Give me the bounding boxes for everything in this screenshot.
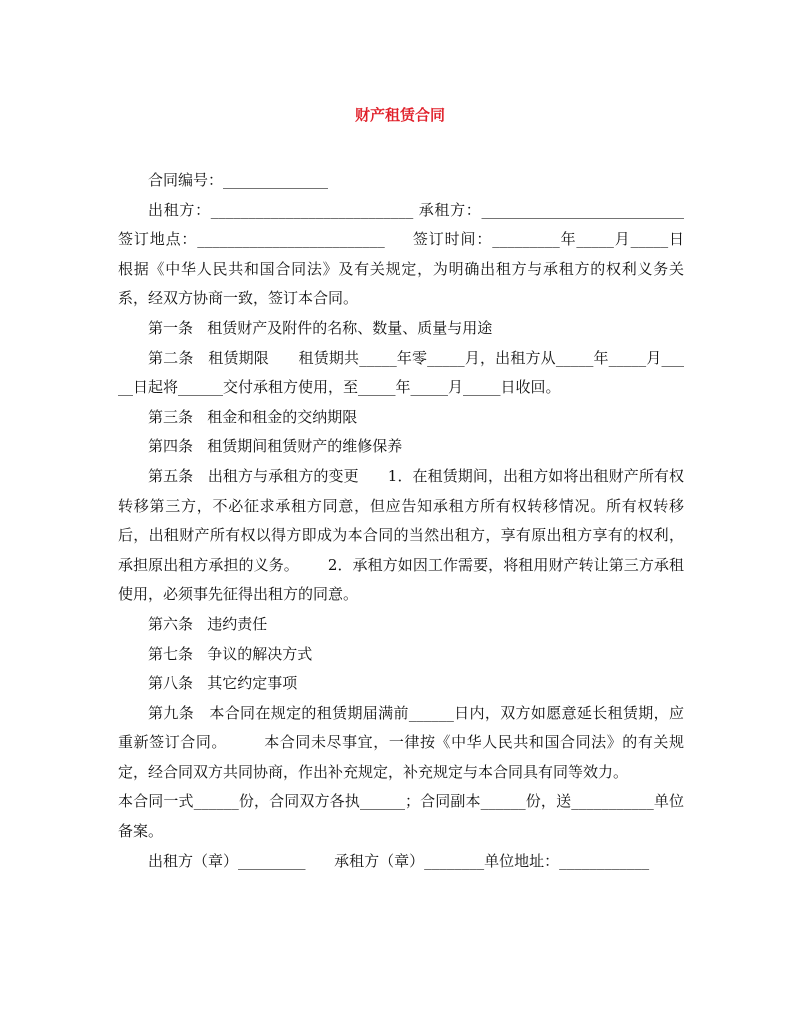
paragraph-9: 第七条 争议的解决方式 (148, 644, 313, 663)
paragraph-11: 第九条 本合同在规定的租赁期届满前______日内，双方如愿意延长租赁期，应重新签订合同。 本合同未尽事宜，一律按《中华人民共和国合同法》的有关规定，经合同双方共同协商，作出补充规定，补充规定与本合同具有同等效力。 (118, 703, 684, 781)
paragraph-8: 第六条 违约责任 (148, 614, 268, 633)
paragraph-4: 第二条 租赁期限 租赁期共_____年零_____月，出租方从_____年_____月_____日起将______交付承租方使用，至_____年_____月_____日收回。 (118, 348, 684, 397)
document-title: 财产租赁合同 (354, 106, 445, 124)
paragraph-3: 第一条 租赁财产及附件的名称、数量、质量与用途 (148, 318, 493, 337)
paragraph-12: 本合同一式______份，合同双方各执______；合同副本______份，送___________单位备案。 (118, 792, 684, 841)
paragraph-2: 出租方：___________________________ 承租方：___________________________ 签订地点：_________________________ 签订时间：_________年_____月_____日 根据《中华人民共和国合同法》及有关规定，为明确出租方与承租方的权利义务关系，经双方协商一致，签订本合同。 (118, 200, 742, 308)
paragraph-10: 第八条 其它约定事项 (148, 674, 298, 693)
paragraph-6: 第四条 租赁期间租赁财产的维修保养 (148, 437, 403, 456)
paragraph-5: 第三条 租金和租金的交纳期限 (148, 407, 358, 426)
document-body (118, 166, 742, 876)
paragraph-7: 第五条 出租方与承租方的变更 1．在租赁期间，出租方如将出租财产所有权转移第三方，不必征求承租方同意，但应告知承租方所有权转移情况。所有权转移后，出租财产所有权以得方即成为本合同的当然出租方，享有原出租方享有的权利，承担原出租方承担的义务。 2．承租方如因工作需要，将租用财产转让第三方承租使用，必须事先征得出租方的同意。 (118, 466, 684, 604)
paragraph-13: 出租方（章）_________ 承租方（章）________单位地址：____________ (148, 851, 650, 870)
paragraph-1: 合同编号：______________ (148, 171, 329, 189)
